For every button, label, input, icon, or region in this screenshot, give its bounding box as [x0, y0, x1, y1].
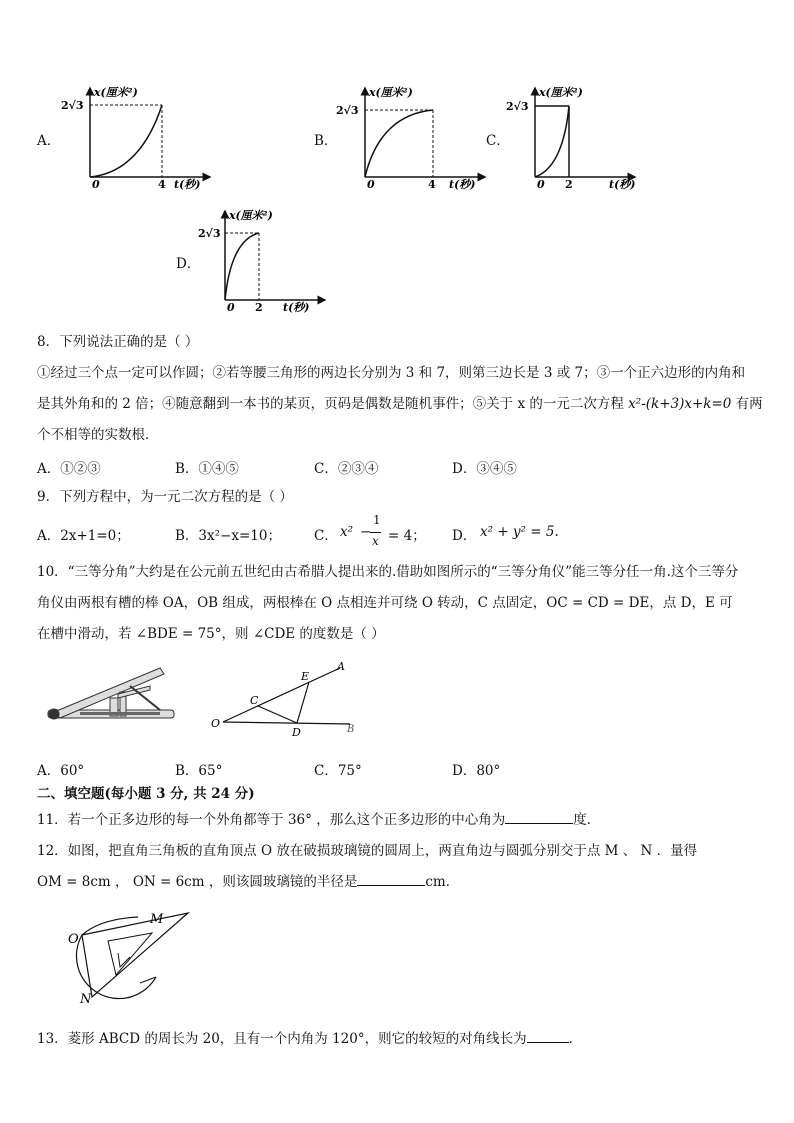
label-A: A: [337, 660, 345, 673]
graph-A-ymax: 2√3: [61, 99, 84, 112]
label-mirror-N: N: [80, 992, 92, 1007]
graph-B-ymax: 2√3: [336, 104, 359, 117]
graph-B-origin: 0: [367, 178, 375, 191]
graph-D-xlabel: t(秒): [283, 301, 310, 314]
q10-option-D: D．80°: [452, 763, 501, 779]
q13-text: 13．菱形 ABCD 的周长为 20，且有一个内角为 120°，则它的较短的对角线长为 ．: [37, 1031, 583, 1047]
graph-A-ylabel: x(厘米²): [94, 86, 138, 99]
label-mirror-O: O: [68, 932, 79, 947]
q9-option-C-label: C．: [314, 528, 338, 544]
graph-C-ymax: 2√3: [506, 100, 529, 113]
q11-answer-blank: [505, 823, 573, 824]
graph-D: [195, 205, 345, 315]
q9-option-B: B．3x²−x=10；: [175, 528, 281, 544]
q10-line2: 角仪由两根有槽的棒 OA，OB 组成，两根棒在 O 点相连并可绕 O 转动，C 点固定，OC = CD = DE，点 D，E 可: [37, 595, 733, 611]
graph-A-xlabel: t(秒): [174, 178, 201, 191]
option-D-label: D．: [176, 256, 201, 272]
graph-B-ylabel: x(厘米²): [369, 86, 413, 99]
graph-D-xmax: 2: [255, 301, 263, 314]
broken-mirror-figure: [60, 905, 200, 1010]
q8-line2: 是其外角和的 2 倍；④随意翻到一本书的某页，页码是偶数是随机事件；⑤关于 x 的一元二次方程 x²-(k+3)x+k=0 有两: [37, 396, 763, 412]
q9-option-D-equation: x² + y² = 5.: [480, 524, 559, 540]
q10-line3: 在槽中滑动，若 ∠BDE = 75°，则 ∠CDE 的度数是（ ）: [37, 626, 385, 642]
option-C-label: C．: [486, 133, 510, 149]
trisector-geometry-figure: [205, 660, 365, 740]
q10-line1: 10．“三等分角”大约是在公元前五世纪由古希腊人提出来的.借助如图所示的“三等分角仪”能三等分任一角.这个三等分: [37, 564, 739, 580]
q8-option-A: A．①②③: [37, 461, 101, 477]
label-E: E: [301, 670, 310, 683]
option-B-label: B．: [314, 133, 338, 149]
q8-option-C: C．②③④: [314, 461, 379, 477]
graph-D-ylabel: x(厘米²): [229, 209, 273, 222]
q8-line1: ①经过三个点一定可以作圆；②若等腰三角形的两边长分别为 3 和 7，则第三边长是 3 或 7；③一个正六边形的内角和: [37, 365, 746, 381]
trisector-device-image: [40, 660, 180, 730]
q10-option-B: B．65°: [175, 763, 223, 779]
label-D: D: [292, 726, 301, 739]
graph-C-xlabel: t(秒): [609, 178, 636, 191]
section-2-heading: 二、填空题(每小题 3 分, 共 24 分): [37, 786, 255, 802]
label-C: C: [250, 694, 259, 707]
q8-option-D: D．③④⑤: [452, 461, 517, 477]
q11-text: 11．若一个正多边形的每一个外角都等于 36° ，那么这个正多边形的中心角为 度．: [37, 812, 601, 828]
graph-A-xmax: 4: [158, 178, 166, 191]
graph-B-xmax: 4: [428, 178, 436, 191]
graph-C-ylabel: x(厘米²): [539, 86, 583, 99]
graph-A-origin: 0: [92, 178, 100, 191]
graph-A: [60, 82, 220, 192]
q13-answer-blank: [527, 1042, 569, 1043]
q9-option-A: A．2x+1=0；: [37, 528, 130, 544]
option-A-label: A．: [37, 133, 61, 149]
q8-option-B: B．①④⑤: [175, 461, 239, 477]
q9-stem: 9．下列方程中，为一元二次方程的是（ ）: [37, 489, 293, 505]
q8-line3: 个不相等的实数根．: [37, 427, 159, 443]
label-mirror-M: M: [150, 912, 164, 927]
graph-D-origin: 0: [227, 301, 235, 314]
q12-line2: OM = 8cm ， ON = 6cm ，则该圆玻璃镜的半径是 cm．: [37, 874, 460, 890]
graph-B: [335, 82, 495, 192]
graph-C-origin: 0: [537, 178, 545, 191]
label-O: O: [211, 717, 221, 730]
graph-B-xlabel: t(秒): [449, 178, 476, 191]
q12-line1: 12．如图，把直角三角板的直角顶点 O 放在破损玻璃镜的圆周上，两直角边与圆弧分别交于点 M 、 N ．量得: [37, 843, 698, 859]
q12-answer-blank: [357, 885, 425, 886]
q10-option-C: C．75°: [314, 763, 362, 779]
q9-option-D-label: D．: [452, 528, 477, 544]
graph-C-xmax: 2: [565, 178, 573, 191]
label-B: B: [347, 724, 355, 735]
graph-D-ymax: 2√3: [198, 227, 221, 240]
q10-option-A: A．60°: [37, 763, 85, 779]
q8-stem: 8．下列说法正确的是（ ）: [37, 334, 199, 350]
graph-C: [505, 82, 645, 192]
